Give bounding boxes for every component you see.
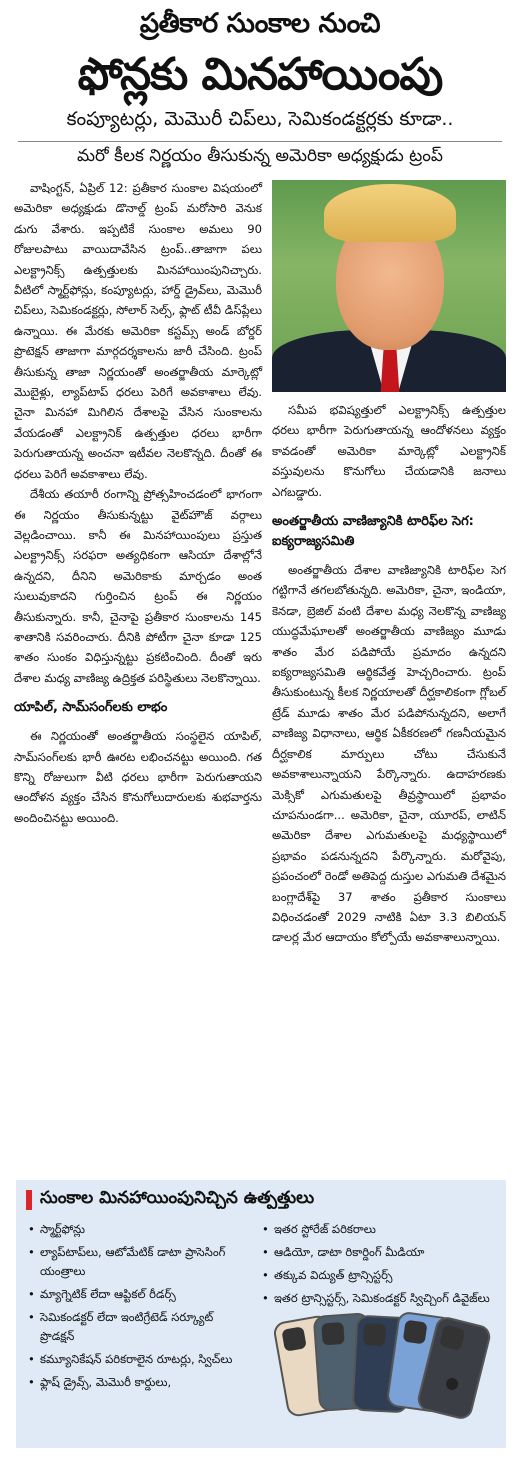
list-item: • స్మార్ట్‌ఫోన్లు bbox=[26, 1220, 248, 1239]
hair-shape bbox=[324, 184, 456, 242]
list-item: • ల్యాప్‌టాప్‌లు, ఆటోమేటిక్‌ డాటా ప్రాసెసింగ్‌ యంత్రాలు bbox=[26, 1243, 248, 1281]
deck: కంప్యూటర్లు, మెమొరీ చిప్‌లు, సెమికండక్టర్లకు కూడా.. bbox=[66, 108, 454, 130]
subdeck: మరో కీలక నిర్ణయం తీసుకున్న అమెరికా అధ్యక్షుడు ట్రంప్ bbox=[77, 146, 443, 166]
smartphones-image bbox=[280, 1314, 480, 1414]
article-paragraph: దేశీయ తయారీ రంగాన్ని ప్రోత్సహించడంలో భాగంగా ఈ నిర్ణయం తీసుకున్నట్టు వైట్‌హౌజ్‌ వర్గాలు వెల్లడించాయి. కానీ ఈ మినహాయింపులు ప్రస్తుత ఎలక్ట్రానిక్స్‌ సరఫరా అత్యధికంగా ఆసియా దేశాల్లోనే ఉన్నదని, దీనిని అమెరికాకు మార్చడం అంత సులువుకాదని గుర్తించిన ట్రంప్‌ ఈ నిర్ణయం తీసుకున్నారు. కానీ, చైనాపై ప్రతీకార సుంకాలను 145 శాతానికి సవరించారు. దీనికి పోటీగా చైనా కూడా 125 శాతం సుంకం విధిస్తున్నట్టు ప్రకటించింది. దీంతో ఇరు దేశాల మధ్య వాణిజ్య ఉద్రిక్తత పరిస్థితులు నెలకొన్నాయి. bbox=[14, 487, 262, 685]
list-item: • ఇతర స్టోరేజ్‌ పరికరాలు bbox=[260, 1220, 496, 1239]
apple-logo-icon bbox=[445, 1377, 460, 1392]
divider bbox=[18, 141, 502, 142]
box-title bbox=[26, 1188, 496, 1212]
kicker: ప్రతీకార సుంకాల నుంచి bbox=[139, 8, 381, 39]
article-paragraph: వాషింగ్టన్‌, ఏప్రిల్‌ 12: ప్రతీకార సుంకాల విషయంలో అమెరికా అధ్యక్షుడు డొనాల్డ్‌ ట్రంప్‌ మరోసారి వెనుక డుగు వేశారు. ఇప్పటికే సుంకాల అమలు 90 రోజులపాటు వాయిదావేసిన ట్రంప్‌..తాజాగా పలు ఎలక్ట్రానిక్స్‌ ఉత్పత్తులకు మినహాయింపునిచ్చారు. వీటిలో స్మార్ట్‌ఫోన్లు, కంప్యూటర్లు, హార్డ్‌ డ్రైవ్‌లు, మెమొరీ చిప్‌లు, సెమికండక్టర్లు, సోలార్‌ సెల్స్‌, ఫ్లాట్‌ టీవీ డిస్‌ప్లేలు ఉన్నాయి. ఈ మేరకు అమెరికా కస్టమ్స్‌ అండ్‌ బోర్డర్‌ ప్రొటెక్షన్‌ తాజాగా మార్గదర్శకాలను జారీ చేసింది. ట్రంప్‌ తీసుకున్న తాజా నిర్ణయంతో అంతర్జాతీయ మార్కెట్లో మొబైళ్లు, ల్యాప్‌టాప్‌ ధరలు పెరిగే అవకాశాలు లేవు. చైనా మినహా మిగిలిన దేశాలపై వేసిన సుంకాలను వేయడంతో ఎలక్ట్రానిక్‌ ఉత్పత్తుల ధరలు భారీగా పెరుగుతాయన్న అంచనా ఇటీవల నెలకొన్నది. దీంతో ఈ ధరలు పెరిగే అవకాశాలు లేవు. bbox=[14, 181, 262, 481]
headline: ఫోన్లకు మినహాయింపు bbox=[77, 49, 443, 100]
product-list-left bbox=[26, 1220, 248, 1414]
left-column bbox=[14, 178, 262, 1118]
list-item: • మ్యాగ్నెటిక్‌ లేదా ఆప్టికల్‌ రీడర్స్‌ bbox=[26, 1285, 248, 1304]
exempted-products-box bbox=[16, 1180, 506, 1448]
box-right bbox=[260, 1220, 496, 1414]
list-item: • ఇతర ట్రాన్సిస్టర్స్‌, సెమికండక్టర్‌ స్విచ్చింగ్‌ డివైజ్‌లు bbox=[260, 1289, 496, 1308]
article-paragraph: అంతర్జాతీయ దేశాల వాణిజ్యానికి టారిఫ్‌ల సెగ గట్టిగానే తగలబోతున్నది. అమెరికా, చైనా, ఇండియా, కెనడా, బ్రెజిల్‌ వంటి దేశాల మధ్య నెలకొన్న వాణిజ్య యుద్ధమేఘాలతో అంతర్జాతీయ వాణిజ్యం మూడు శాతం మేర పడిపోయే ప్రమాదం ఉన్నదని ఐక్యరాజ్యసమితి ఆర్థికవేత్త హెచ్చరించారు. ట్రంప్‌ తీసుకుంటున్న కీలక నిర్ణయాలతో దీర్ఘకాలికంగా గ్లోబల్‌ ట్రేడ్‌ మూడు శాతం మేర పడిపోనున్నదని, అలాగే వాణిజ్య విధానాలు, ఆర్థిక ఏకీకరణలో గణనీయమైన దీర్ఘకాలిక మార్పులు చోటు చేసుకునే అవకాశాలున్నాయని పేర్కొన్నారు. ఉదాహరణకు మెక్సికో ఎగుమతులపై తీవ్రస్థాయిలో ప్రభావం చూపనుండగా... అమెరికా, చైనా, యూరప్‌, లాటిన్‌ అమెరికా దేశాల ఎగుమతులపై మధ్యస్థాయిలో ప్రభావం పడనున్నదని పేర్కొన్నారు. మరోవైపు, ప్రపంచంలో రెండో అతిపెద్ద దుస్తుల ఎగుమతి దేశమైన బంగ్లాదేశ్‌పై 37 శాతం ప్రతీకార సుంకాలు విధించడంతో 2029 నాటికి ఏటా 3.3 బిలియన్‌ డాలర్ల మేర ఆదాయం కోల్పోయే అవకాశాలున్నాయి. bbox=[272, 563, 506, 945]
list-item: • ఆడియో, డాటా రికార్డింగ్‌ మీడియా bbox=[260, 1243, 496, 1262]
list-item: • సెమికండక్టర్‌ లేదా ఇంటిగ్రేటెడ్‌ సర్క్యూట్‌ ప్రొడక్షన్‌ bbox=[26, 1308, 248, 1346]
subheading: అంతర్జాతీయ వాణిజ్యానికి టారిఫ్‌ల సెగ: ఐక్యరాజ్యసమితి bbox=[272, 514, 474, 550]
box-title-text: సుంకాల మినహాయింపునిచ్చిన ఉత్పత్తులు bbox=[40, 1188, 315, 1208]
list-item: • ఫ్లాష్‌ డ్రైవ్స్‌, మెమొరీ కార్డులు, bbox=[26, 1373, 248, 1392]
article-paragraph: సమీప భవిష్యత్తులో ఎలక్ట్రానిక్స్‌ ఉత్పత్తుల ధరలు భారీగా పెరుగుతాయన్న ఆందోళనలు వ్యక్తం కావడంతో అమెరికా మార్కెట్లో ఎలక్ట్రానిక్‌ వస్తువులను కొనుగోలు చేయడానికి జనాలు ఎగబడ్డారు. bbox=[272, 403, 506, 499]
right-column bbox=[272, 178, 506, 1118]
list-item: • కమ్యూనికేషన్‌ పరికరాలైన రూటర్లు, స్విచ్‌లు bbox=[26, 1350, 248, 1369]
box-columns bbox=[26, 1220, 496, 1414]
list-item: • తక్కువ విద్యుత్‌ ట్రాన్సిస్టర్స్‌ bbox=[260, 1266, 496, 1285]
article-columns bbox=[14, 178, 506, 1118]
accent-bar bbox=[26, 1190, 32, 1210]
portrait-photo bbox=[272, 180, 506, 392]
subheading: యాపిల్‌, సామ్‌సంగ్‌లకు లాభం bbox=[14, 700, 168, 716]
article-paragraph: ఈ నిర్ణయంతో అంతర్జాతీయ సంస్థలైన యాపిల్‌, సామ్‌సంగ్‌లకు భారీ ఊరట లభించనట్టు అయింది. గత కొన్ని రోజులుగా వీటి ధరలు భారీగా పెరుగుతాయని ఆందోళన వ్యక్తం చేసిన కొనుగోలుదారులకు శుభవార్తను అందించినట్టు అయింది. bbox=[14, 729, 262, 825]
product-list-right bbox=[260, 1220, 496, 1308]
